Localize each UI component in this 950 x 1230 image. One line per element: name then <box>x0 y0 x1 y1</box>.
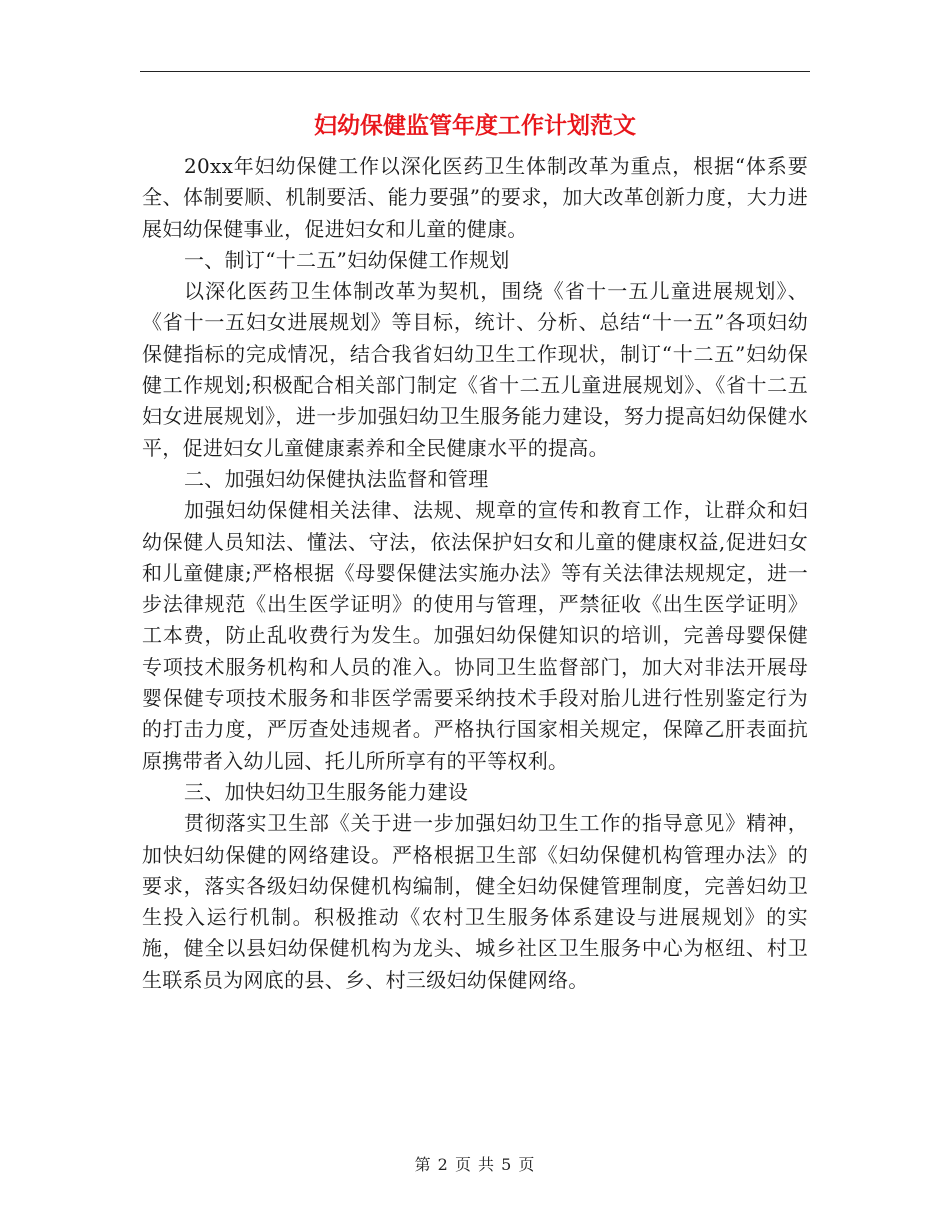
section-heading-3: 三、加快妇幼卫生服务能力建设 <box>184 779 469 804</box>
document-title: 妇幼保健监管年度工作计划范文 <box>314 112 636 139</box>
intro-paragraph: 20xx年妇幼保健工作以深化医药卫生体制改革为重点，根据“体系要全、体制要顺、机制要活、能力要强”的要求，加大改革创新力度，大力进展妇幼保健事业，促进妇女和儿童的健康。 <box>142 154 808 241</box>
section-2-paragraph: 加强妇幼保健相关法律、法规、规章的宣传和教育工作，让群众和妇幼保健人员知法、懂法、守法，依法保护妇女和儿童的健康权益,促进妇女和儿童健康;严格根据《母婴保健法实施办法》等有关法律法规规定，进一步法律规范《出生医学证明》的使用与管理，严禁征收《出生医学证明》工本费，防止乱收费行为发生。加强妇幼保健知识的培训，完善母婴保健专项技术服务机构和人员的准入。协同卫生监督部门，加大对非法开展母婴保健专项技术服务和非医学需要采纳技术手段对胎儿进行性别鉴定行为的打击力度，严厉查处违规者。严格执行国家相关规定，保障乙肝表面抗原携带者入幼儿园、托儿所所享有的平等权利。 <box>142 498 808 773</box>
section-1-paragraph: 以深化医药卫生体制改革为契机，围绕《省十一五儿童进展规划》、《省十一五妇女进展规划》等目标，统计、分析、总结“十一五”各项妇幼保健指标的完成情况，结合我省妇幼卫生工作现状，制订“十二五”妇幼保健工作规划;积极配合相关部门制定《省十二五儿童进展规划》、《省十二五妇女进展规划》，进一步加强妇幼卫生服务能力建设，努力提高妇幼保健水平，促进妇女儿童健康素养和全民健康水平的提高。 <box>142 279 808 460</box>
document-body <box>142 151 808 996</box>
header-rule <box>140 71 810 72</box>
section-heading-1: 一、制订“十二五”妇幼保健工作规划 <box>184 247 510 272</box>
section-3-paragraph: 贯彻落实卫生部《关于进一步加强妇幼卫生工作的指导意见》精神，加快妇幼保健的网络建设。严格根据卫生部《妇幼保健机构管理办法》的要求，落实各级妇幼保健机构编制，健全妇幼保健管理制度，完善妇幼卫生投入运行机制。积极推动《农村卫生服务体系建设与进展规划》的实施，健全以县妇幼保健机构为龙头、城乡社区卫生服务中心为枢纽、村卫生联系员为网底的县、乡、村三级妇幼保健网络。 <box>142 811 808 992</box>
page-number-footer: 第 2 页 共 5 页 <box>414 1155 536 1174</box>
section-heading-2: 二、加强妇幼保健执法监督和管理 <box>184 466 489 491</box>
